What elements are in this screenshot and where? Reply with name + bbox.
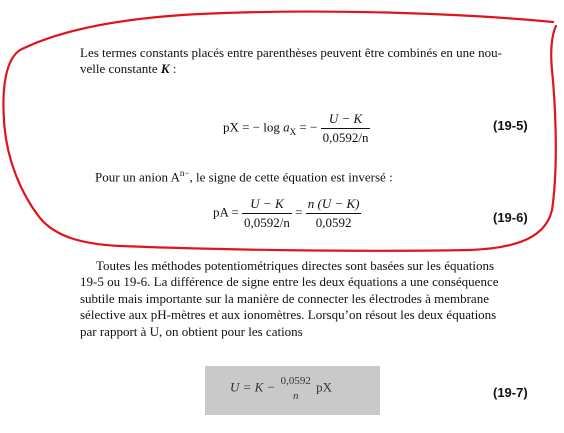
fraction: $\frac{U - K}{0,0592/n}$ [244,196,290,230]
paragraph-line: velle constante K : [80,61,177,77]
equation-number-19-7: (19-7) [493,385,528,400]
paragraph-line: subtile mais importante sur la manière de connecter les électrodes à membrane [80,290,489,306]
paragraph-intro [80,45,532,78]
equation-19-6: pA = $\frac{U - K}{0,0592/n}$ = $\frac{n (U - K)}{0,0592}$ [213,196,360,230]
paragraph-line: par rapport à U, on obtient pour les cations [80,323,303,339]
paragraph-line: Toutes les méthodes potentiométriques directes sont basées sur les équations [96,258,495,273]
paragraph-line: sélective aux pH-mètres et aux ionomètres. Lorsqu’on résout les deux équations [80,307,497,323]
equation-number-19-5: (19-5) [493,118,528,133]
equation-19-5: pX = − $\log a_X$ = − $\frac{U - K}{0,0592/n}$ [223,111,369,145]
paragraph-line: Les termes constants placés entre parenthèses peuvent être combinés en une nou- [80,45,502,60]
paragraph-anion: Pour un anion $A^{n-}$, le signe de cette équation est inversé : [95,168,393,185]
equation-number-19-6: (19-6) [493,210,528,225]
fraction: $\frac{n (U - K)}{0,0592}$ [307,196,360,230]
variable-k: K [160,61,170,77]
equation-19-7: U = K − 0,0592 n pX [230,375,332,402]
fraction: 0,0592 n [280,375,311,402]
paragraph-line: 19-5 ou 19-6. La différence de signe entre les deux équations a une conséquence [80,274,499,290]
paragraph-methods [80,258,532,340]
fraction: $\frac{U - K}{0,0592/n}$ [322,111,369,145]
